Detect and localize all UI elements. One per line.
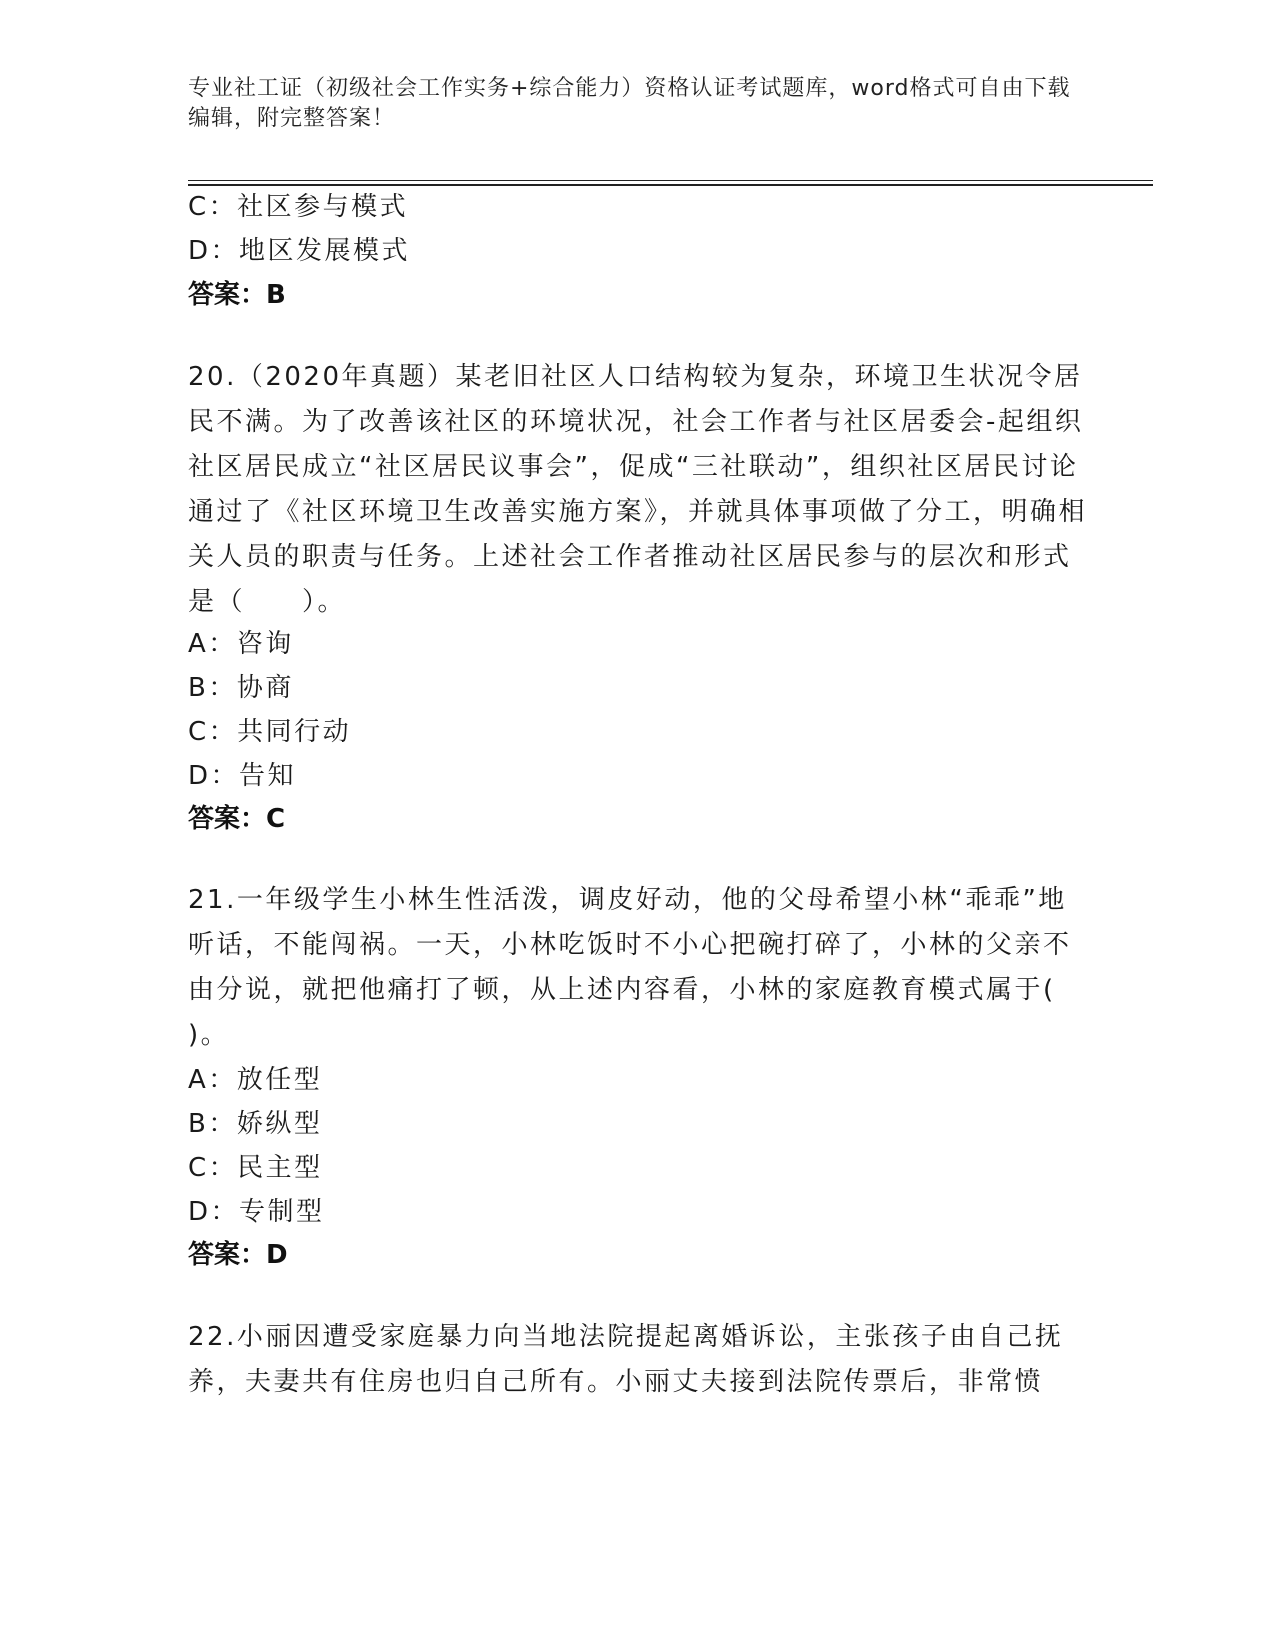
q21-option-c: C：民主型 (188, 1153, 323, 1183)
q20-answer: 答案：C (188, 804, 286, 834)
q20-stem: 20.（2020年真题）某老旧社区人口结构较为复杂，环境卫生状况令居民不满。为了改善该社区的环境状况，社会工作者与社区居委会-起组织社区居民成立“社区居民议事会”，促成“三社联动”，组织社区居民讨论通过了《社区环境卫生改善实施方案》，并就具体事项做了分工，明确相关人员的职责与任务。上述社会工作者推动社区居民参与的层次和形式是（ ）。 (188, 362, 1088, 617)
q21-option-d: D：专制型 (188, 1197, 325, 1227)
q21-stem: 21.一年级学生小林生性活泼，调皮好动，他的父母希望小林“乖乖”地听话，不能闯祸。一天，小林吃饭时不小心把碗打碎了，小林的父亲不由分说，就把他痛打了顿，从上述内容看，小林的家庭教育模式属于( )。 (188, 885, 1072, 1050)
q20-option-d: D：告知 (188, 761, 297, 791)
q19-option-d: D：地区发展模式 (188, 236, 411, 266)
q20-option-c: C：共同行动 (188, 717, 352, 747)
q22-stem: 22.小丽因遭受家庭暴力向当地法院提起离婚诉讼，主张孩子由自己抚养，夫妻共有住房也归自己所有。小丽丈夫接到法院传票后，非常愤 (188, 1322, 1064, 1397)
q19-option-c: C：社区参与模式 (188, 192, 409, 222)
q20-option-a: A：咨询 (188, 629, 294, 659)
document-header: 专业社工证（初级社会工作实务+综合能力）资格认证考试题库，word格式可自由下载编辑，附完整答案！ (188, 76, 1071, 131)
header-rule-thin (188, 180, 1153, 181)
q21-option-a: A：放任型 (188, 1065, 323, 1095)
q20-option-b: B：协商 (188, 673, 294, 703)
q19-answer: 答案：B (188, 280, 286, 310)
q21-option-b: B：娇纵型 (188, 1109, 323, 1139)
q21-answer: 答案：D (188, 1240, 288, 1270)
